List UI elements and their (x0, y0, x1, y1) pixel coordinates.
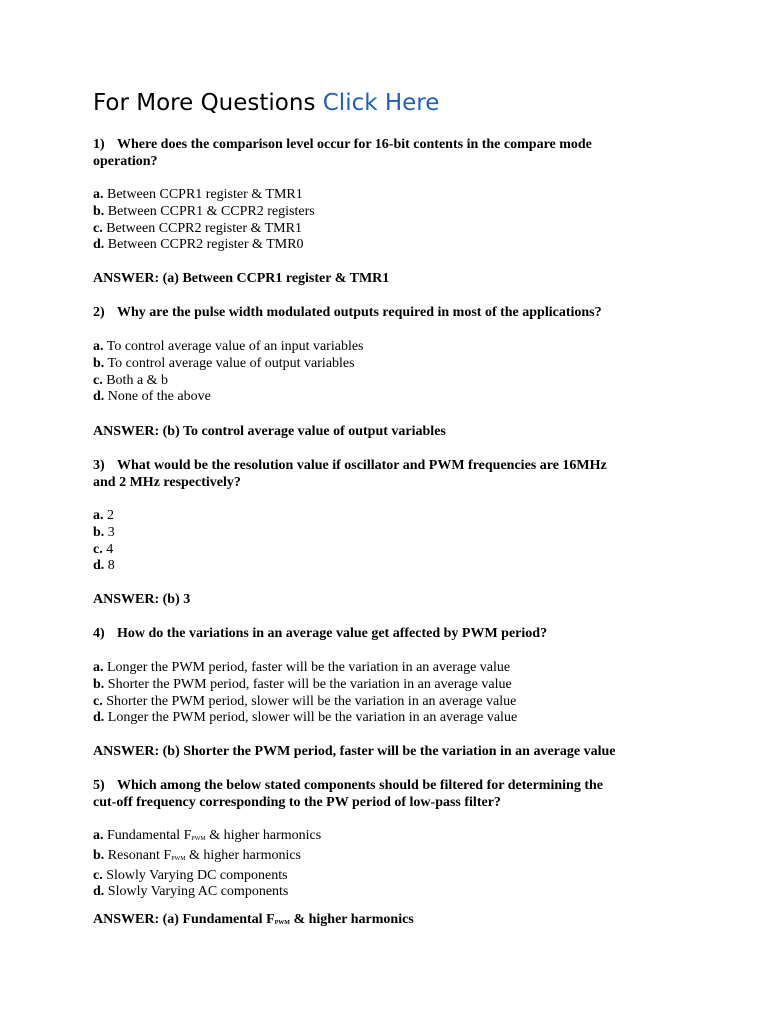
question-1-options (93, 187, 693, 254)
question-1-answer: ANSWER: (a) Between CCPR1 register & TMR1 (93, 271, 390, 286)
question-4-options (93, 660, 693, 727)
option-d: d. Between CCPR2 register & TMR0 (93, 237, 304, 253)
option-d: d. None of the above (93, 389, 211, 405)
option-b: b. 3 (93, 524, 115, 540)
option-a: a. To control average value of an input variables (93, 339, 364, 354)
question-2-text: 2) Why are the pulse width modulated outputs required in most of the applications? (93, 305, 602, 320)
question-1-text: 1) Where does the comparison level occur for 16-bit contents in the compare mode operation? (93, 137, 592, 169)
question-5 (93, 778, 693, 812)
question-3-text: 3) What would be the resolution value if oscillator and PWM frequencies are 16MHz and 2 MHz respectively? (93, 458, 607, 490)
option-a: a. Fundamental $F_{PWM}$ & higher harmonics (93, 828, 322, 843)
option-c: c. Slowly Varying DC components (93, 867, 288, 883)
option-d: d. 8 (93, 558, 115, 574)
option-a: a. Between CCPR1 register & TMR1 (93, 187, 303, 202)
option-d: d. Slowly Varying AC components (93, 884, 289, 900)
option-c: c. Shorter the PWM period, slower will be the variation in an average value (93, 693, 517, 709)
option-b: b. Resonant $F_{PWM}$ & higher harmonics (93, 847, 302, 863)
option-a: a. Longer the PWM period, faster will be the variation in an average value (93, 660, 511, 675)
question-5-options (93, 828, 693, 901)
option-c: c. 4 (93, 541, 114, 557)
question-number: 2) (93, 305, 105, 320)
question-number: 3) (93, 458, 105, 473)
page-header (93, 86, 439, 120)
option-d: d. Longer the PWM period, slower will be the variation in an average value (93, 710, 518, 726)
question-4-answer: ANSWER: (b) Shorter the PWM period, faster will be the variation in an average value (93, 744, 616, 759)
option-b: b. Between CCPR1 & CCPR2 registers (93, 203, 315, 219)
option-b: b. Shorter the PWM period, faster will be the variation in an average value (93, 676, 512, 692)
option-b: b. To control average value of output variables (93, 355, 355, 371)
question-2 (93, 305, 693, 322)
question-4 (93, 626, 693, 643)
question-number: 4) (93, 626, 105, 641)
question-number: 5) (93, 778, 105, 793)
question-number: 1) (93, 137, 105, 152)
question-2-answer: ANSWER: (b) To control average value of output variables (93, 424, 446, 439)
question-4-text: 4) How do the variations in an average value get affected by PWM period? (93, 626, 548, 641)
question-5-answer: ANSWER: (a) Fundamental $F_{PWM}$ & higher harmonics (93, 912, 414, 927)
question-3 (93, 458, 693, 492)
click-here-link[interactable]: Click Here (322, 90, 440, 116)
header-prefix: For More Questions (93, 90, 323, 116)
question-3-answer: ANSWER: (b) 3 (93, 592, 191, 607)
question-2-options (93, 339, 693, 406)
question-1 (93, 137, 693, 171)
option-c: c. Between CCPR2 register & TMR1 (93, 220, 302, 236)
question-5-text: 5) Which among the below stated components should be filtered for determining the cut-off frequency corresponding to the PW period of low-pass filter? (93, 778, 603, 810)
question-3-options (93, 508, 693, 575)
option-c: c. Both a & b (93, 372, 169, 388)
option-a: a. 2 (93, 508, 114, 523)
